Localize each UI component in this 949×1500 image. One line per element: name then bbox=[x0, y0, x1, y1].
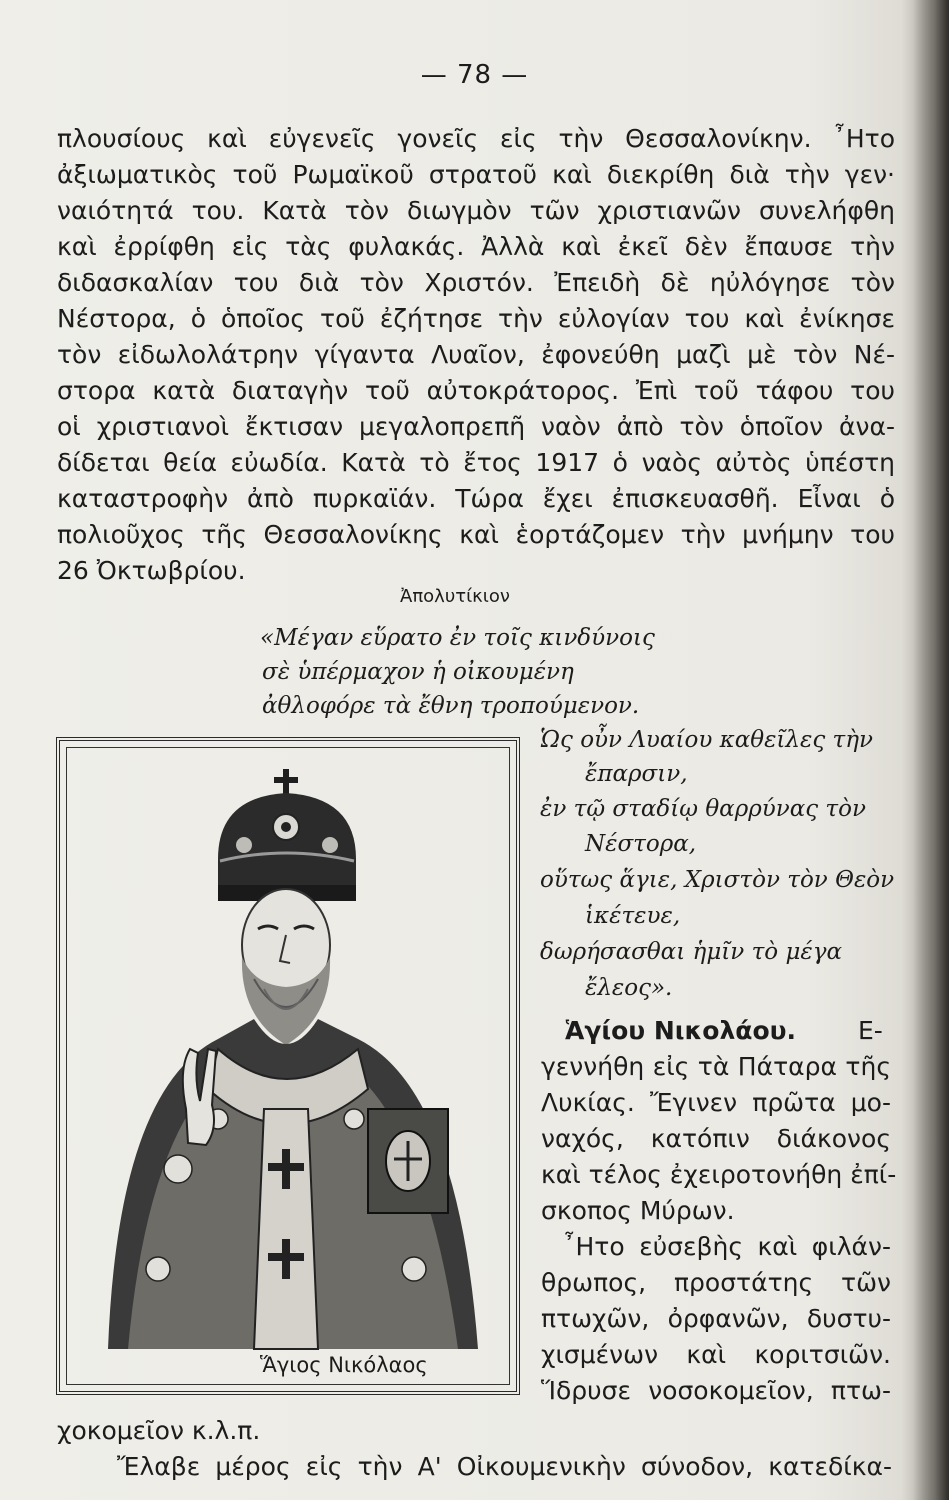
text-line: ἀξιωματικὸς τοῦ Ρωμαϊκοῦ στρατοῦ καὶ διεκρίθη διὰ τὴν γεν· bbox=[57, 160, 895, 189]
text-line: καὶ ἐρρίφθη εἰς τὰς φυλακάς. Ἀλλὰ καὶ ἐκεῖ δὲν ἔπαυσε τὴν bbox=[57, 232, 895, 261]
text-line: σκοπος Μύρων. bbox=[541, 1196, 735, 1225]
text-line: διδασκαλίαν του διὰ τὸν Χριστόν. Ἐπειδὴ δὲ ηὐλόγησε τὸν bbox=[57, 268, 895, 297]
text-line: πτωχῶν, ὀρφανῶν, δυστυ- bbox=[541, 1304, 891, 1333]
text-line: καταστροφὴν ἀπὸ πυρκαϊάν. Τώρα ἔχει ἐπισκευασθῆ. Εἶναι ὁ bbox=[57, 484, 895, 513]
text-line: θρωπος, προστάτης τῶν bbox=[541, 1268, 891, 1297]
text-line: πολιοῦχος τῆς Θεσσαλονίκης καὶ ἑορτάζομεν τὴν μνήμην του bbox=[57, 520, 895, 549]
text-line: χοκομεῖον κ.λ.π. bbox=[57, 1416, 261, 1445]
portrait-caption: Ἅγιος Νικόλαος bbox=[260, 1353, 428, 1377]
text-line: στορα κατὰ διαταγὴν τοῦ αὐτοκράτορος. Ἐπὶ τοῦ τάφου του bbox=[57, 376, 895, 405]
portrait-frame bbox=[56, 737, 520, 1395]
text-line: καὶ τέλος ἐχειροτονήθη ἐπί- bbox=[541, 1160, 897, 1189]
hymn-line: δωρήσασθαι ἡμῖν τὸ μέγα bbox=[540, 939, 843, 965]
hymn-line: ἀθλοφόρε τὰ ἔθνη τροπούμενον. bbox=[262, 693, 640, 719]
hymn-line: Νέστορα, bbox=[585, 831, 697, 857]
hymn-line: ἐν τῷ σταδίῳ θαρρύνας τὸν bbox=[540, 796, 866, 822]
hymn-line: σὲ ὑπέρμαχον ἡ οἰκουμένη bbox=[262, 659, 574, 685]
hymn-line: ἔλεος». bbox=[585, 975, 673, 1001]
text-line: Λυκίας. Ἔγινεν πρῶτα μο- bbox=[541, 1088, 891, 1117]
text-line: Νέστορα, ὁ ὁποῖος τοῦ ἐζήτησε τὴν εὐλογίαν του καὶ ἐνίκησε bbox=[57, 304, 895, 333]
text-line: Ἔλαβε μέρος εἰς τὴν Α' Οἰκουμενικὴν σύνοδον, κατεδίκα- bbox=[117, 1452, 892, 1481]
page-binding-shadow bbox=[913, 0, 949, 1500]
hymn-line: Ὡς οὖν Λυαίου καθεῖλες τὴν bbox=[540, 727, 874, 753]
hymn-line: «Μέγαν εὕρατο ἐν τοῖς κινδύνοις bbox=[260, 625, 655, 651]
text-line: 26 Ὀκτωβρίου. bbox=[57, 556, 246, 585]
hymn-line: οὕτως ἅγιε, Χριστὸν τὸν Θεὸν bbox=[540, 867, 895, 893]
page-number: — 78 — bbox=[420, 60, 529, 90]
apolytikion-heading: Ἀπολυτίκιον bbox=[400, 586, 510, 607]
text-line: τὸν εἰδωλολάτρην γίγαντα Λυαῖον, ἐφονεύθη μαζὶ μὲ τὸν Νέ- bbox=[57, 340, 895, 369]
text-line: ναχός, κατόπιν διάκονος bbox=[541, 1124, 891, 1153]
text-line: χισμένων καὶ κοριτσιῶν. bbox=[541, 1340, 891, 1369]
text-line: πλουσίους καὶ εὐγενεῖς γονεῖς εἰς τὴν Θεσσαλονίκην. ῏Ητο bbox=[57, 124, 895, 153]
text-line: γεννήθη εἰς τὰ Πάταρα τῆς bbox=[541, 1052, 891, 1081]
text-line: ῏Ητο εὐσεβὴς καὶ φιλάν- bbox=[563, 1232, 891, 1261]
text-line: ναιότητά του. Κατὰ τὸν διωγμὸν τῶν χριστιανῶν συνελήφθη bbox=[57, 196, 895, 225]
text-line: Ἵδρυσε νοσοκομεῖον, πτω- bbox=[541, 1376, 891, 1405]
saint-nicholas-icon bbox=[68, 749, 508, 1379]
text-line: οἱ χριστιανοὶ ἔκτισαν μεγαλοπρεπῆ ναὸν ἀπὸ τὸν ὁποῖον ἀνα- bbox=[57, 412, 895, 441]
text-line: Ε- bbox=[858, 1016, 883, 1045]
section-title: Ἁγίου Νικολάου. bbox=[565, 1016, 797, 1045]
text-line: δίδεται θεία εὐωδία. Κατὰ τὸ ἔτος 1917 ὁ ναὸς αὐτὸς ὑπέστη bbox=[57, 448, 895, 477]
hymn-line: ἔπαρσιν, bbox=[585, 761, 688, 787]
hymn-line: ἱκέτευε, bbox=[585, 903, 681, 929]
